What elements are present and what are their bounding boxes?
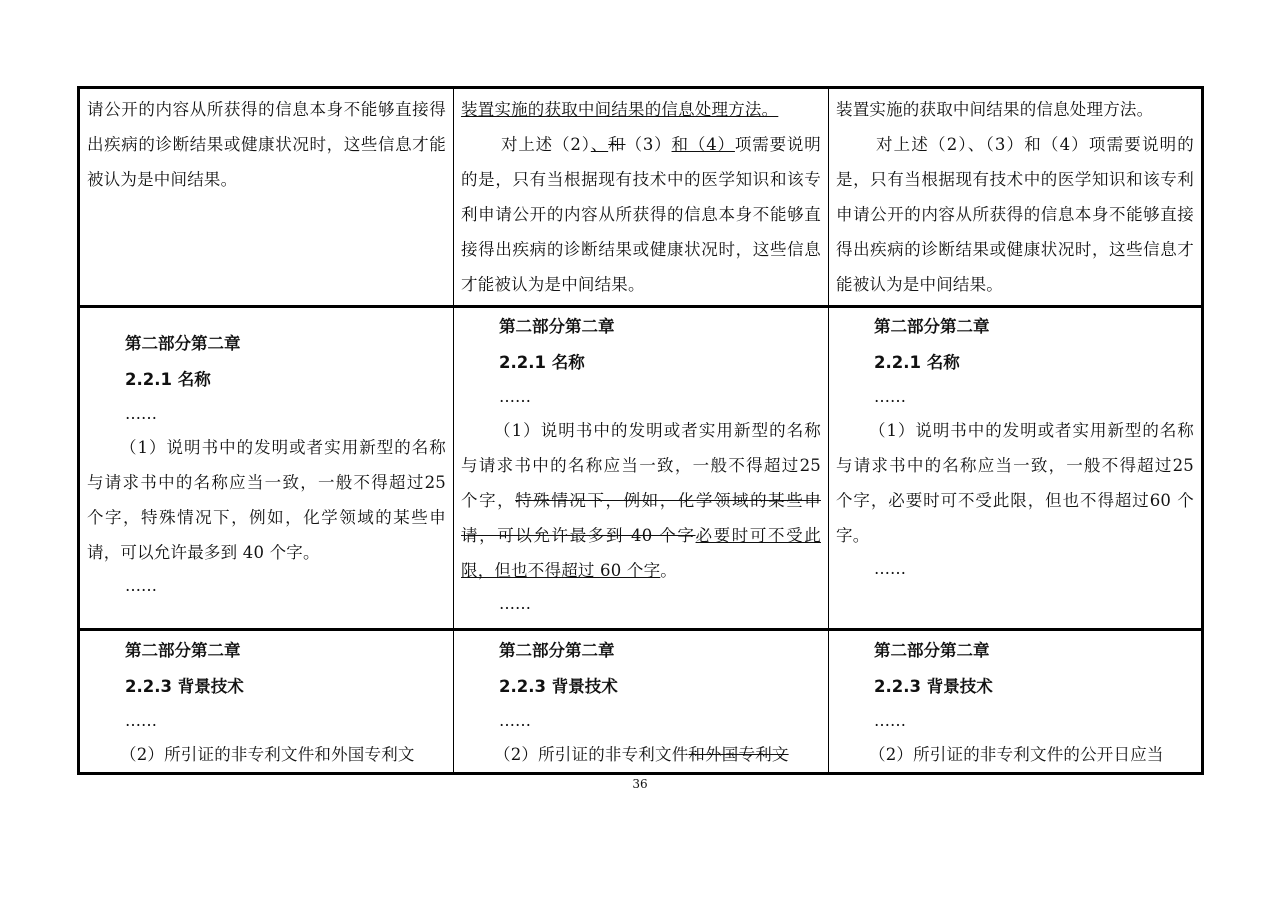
row2-left-cell	[80, 308, 453, 628]
section-heading: 第二部分第二章	[499, 641, 615, 660]
ellipsis: ……	[499, 711, 531, 730]
row1-middle-para	[461, 127, 821, 302]
row3-right-cell	[829, 631, 1201, 775]
row3-right-para: （2）所引证的非专利文件的公开日应当	[869, 745, 1164, 764]
ellipsis: ……	[125, 711, 157, 730]
row2-middle-cell	[454, 308, 828, 628]
row1-right-para: 对上述（2）、（3）和（4）项需要说明的是，只有当根据现有技术中的医学知识和该专利申请公开的内容从所获得的信息本身不能够直接得出疾病的诊断结果或健康状况时，这些信息才能被认为是中间结果。	[836, 135, 1194, 294]
text-segment: 项需要说明的是，只有当根据现有技术中的医学知识和该专利申请公开的内容从所获得的信息本身不能够直接得出疾病的诊断结果或健康状况时，这些信息才能被认为是中间结果。	[461, 135, 821, 294]
ellipsis: ……	[125, 404, 157, 423]
row3-left-para: （2）所引证的非专利文件和外国专利文	[120, 745, 415, 764]
row3-left-cell	[80, 631, 453, 775]
row1-middle-cell	[454, 89, 828, 305]
subsection-heading: 2.2.3 背景技术	[874, 677, 993, 696]
section-heading: 第二部分第二章	[874, 641, 990, 660]
deleted-text: 特殊情况下，例如，化学领域的某些申请，可以允许最多到 40 个字	[461, 491, 821, 545]
row1-left-cell	[80, 89, 453, 305]
row1-left-text: 请公开的内容从所获得的信息本身不能够直接得出疾病的诊断结果或健康状况时，这些信息才能被认为是中间结果。	[87, 100, 446, 189]
inserted-text: 、	[590, 135, 609, 154]
row1-right-line1: 装置实施的获取中间结果的信息处理方法。	[836, 100, 1154, 119]
row2-middle-para	[461, 413, 821, 588]
text-segment: 对上述（2）	[501, 135, 591, 154]
section-heading: 第二部分第二章	[125, 641, 241, 660]
deleted-text: 和	[608, 135, 626, 154]
row3-middle-cell	[454, 631, 828, 775]
section-heading: 第二部分第二章	[874, 317, 990, 336]
inserted-text: 和（4）	[671, 135, 735, 154]
page-number: 36	[632, 777, 648, 791]
ellipsis: ……	[874, 711, 906, 730]
subsection-heading: 2.2.1 名称	[125, 370, 211, 389]
inserted-text: 必要时可不受此限，但也不得超过 60 个字	[461, 526, 821, 580]
ellipsis: ……	[499, 594, 531, 613]
ellipsis: ……	[499, 387, 531, 406]
deleted-text: 和外国专利文	[688, 745, 789, 764]
row3-middle-para	[461, 737, 821, 772]
section-heading: 第二部分第二章	[125, 334, 241, 353]
row2-right-cell	[829, 308, 1201, 628]
ellipsis: ……	[874, 559, 906, 578]
subsection-heading: 2.2.1 名称	[874, 353, 960, 372]
comparison-table	[77, 86, 1204, 775]
text-segment: （1）说明书中的发明或者实用新型的名称与请求书中的名称应当一致，一般不得超过25 个字，	[461, 421, 821, 510]
section-heading: 第二部分第二章	[499, 317, 615, 336]
row2-left-para: （1）说明书中的发明或者实用新型的名称与请求书中的名称应当一致，一般不得超过25 个字，特殊情况下，例如，化学领域的某些申请，可以允许最多到 40 个字。	[87, 438, 446, 562]
row1-right-cell	[829, 89, 1201, 305]
text-segment: 。	[660, 561, 677, 580]
subsection-heading: 2.2.1 名称	[499, 353, 585, 372]
text-segment: （3）	[625, 135, 672, 154]
row1-middle-line1	[461, 92, 821, 127]
ellipsis: ……	[874, 387, 906, 406]
text-segment: （2）所引证的非专利文件	[494, 745, 689, 764]
inserted-text: 装置实施的获取中间结果的信息处理方法。	[461, 100, 779, 119]
subsection-heading: 2.2.3 背景技术	[125, 677, 244, 696]
ellipsis: ……	[125, 576, 157, 595]
subsection-heading: 2.2.3 背景技术	[499, 677, 618, 696]
row2-right-para: （1）说明书中的发明或者实用新型的名称与请求书中的名称应当一致，一般不得超过25 个字，必要时可不受此限，但也不得超过60 个字。	[836, 421, 1194, 545]
